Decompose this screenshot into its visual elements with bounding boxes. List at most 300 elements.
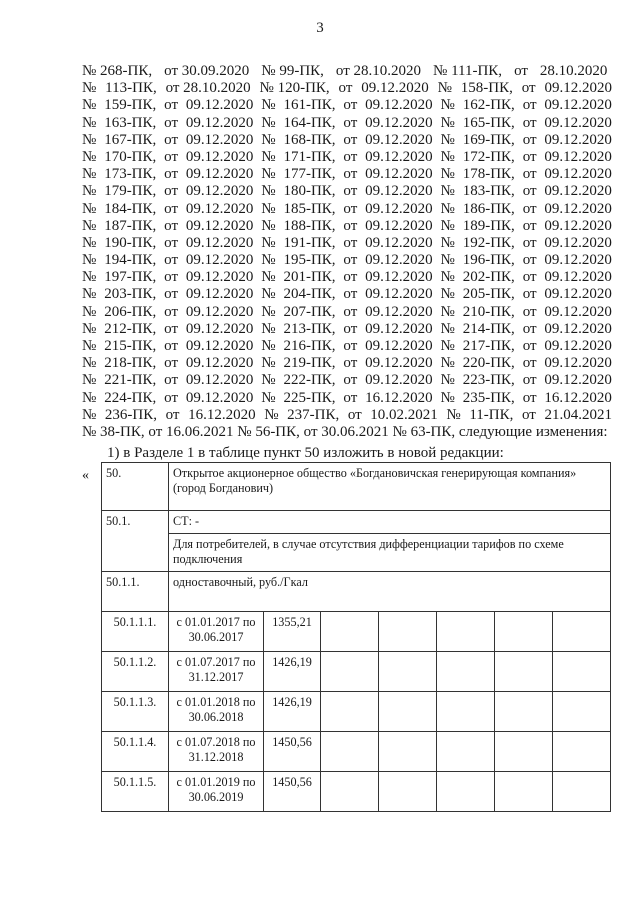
reference-token: 09.12.2020 (185, 320, 254, 337)
reference-token: 09.12.2020 (185, 200, 254, 217)
reference-token: 09.12.2020 (544, 234, 612, 251)
reference-token: от (521, 80, 536, 97)
reference-token: от (522, 389, 537, 406)
reference-token: 09.12.2020 (365, 303, 433, 320)
reference-token: 169-ПК, (462, 131, 515, 148)
reference-token: от (343, 97, 358, 114)
period-number: 50.1.1.3. (102, 692, 169, 732)
reference-token: 09.12.2020 (365, 166, 433, 183)
reference-line (82, 424, 612, 441)
reference-token: № (82, 200, 97, 217)
sub-label: СТ: - (169, 511, 611, 534)
reference-token: от (343, 286, 358, 303)
empty-cell (321, 772, 379, 812)
reference-token: 09.12.2020 (544, 183, 612, 200)
reference-token: 222-ПК, (283, 372, 336, 389)
reference-token: 213-ПК, (283, 320, 336, 337)
reference-token: от (164, 338, 179, 354)
empty-cell (321, 612, 379, 652)
reference-line (82, 115, 612, 132)
reference-token: № (440, 389, 455, 406)
period-number: 50.1.1.4. (102, 732, 169, 772)
reference-token: № (261, 303, 276, 320)
reference-token: 21.04.2021 (544, 406, 612, 423)
reference-token: № (440, 355, 455, 372)
reference-token: 09.12.2020 (185, 114, 254, 131)
empty-cell (437, 732, 495, 772)
reference-token: 09.12.2020 (544, 114, 612, 131)
reference-token: 113-ПК, (105, 80, 157, 97)
reference-token: от (522, 355, 537, 372)
reference-token: от (522, 252, 537, 269)
empty-cell (379, 612, 437, 652)
empty-cell (495, 732, 553, 772)
resolution-references (82, 63, 612, 441)
reference-token: 185-ПК, (283, 200, 336, 217)
reference-token: № (82, 183, 97, 200)
reference-token: от (164, 148, 179, 165)
reference-token: 09.12.2020 (185, 389, 254, 406)
reference-token: 09.12.2020 (185, 372, 254, 389)
reference-token: № (261, 234, 276, 251)
reference-token: от (521, 406, 536, 423)
reference-line (82, 235, 612, 252)
reference-token: 167-ПК, (104, 131, 157, 148)
period-dates: с 01.01.2018 по 30.06.2018 (169, 692, 264, 732)
reference-line (82, 80, 612, 97)
reference-token: от (522, 217, 537, 234)
table-row (102, 511, 611, 534)
period-value: 1450,56 (264, 732, 321, 772)
reference-token: от (164, 269, 179, 286)
reference-token: 09.12.2020 (365, 183, 433, 200)
reference-token: № (440, 303, 455, 320)
reference-token: 206-ПК, (104, 303, 157, 320)
reference-token: 09.12.2020 (365, 355, 433, 372)
empty-cell (495, 612, 553, 652)
reference-token: 10.02.2021 (370, 406, 438, 423)
reference-line (82, 183, 612, 200)
period-row (102, 612, 611, 652)
reference-token: 09.12.2020 (365, 114, 433, 131)
reference-token: № (82, 80, 97, 97)
empty-cell (379, 732, 437, 772)
reference-token: 203-ПК, (104, 286, 157, 303)
reference-token: от (343, 372, 358, 389)
reference-token: 235-ПК, (462, 389, 515, 406)
period-value: 1426,19 (264, 652, 321, 692)
reference-token: 09.12.2020 (185, 183, 254, 200)
reference-token: № (261, 114, 276, 131)
reference-token: от (522, 269, 537, 286)
table-row (102, 572, 611, 612)
reference-token: от (164, 131, 179, 148)
reference-token: 194-ПК, (104, 252, 157, 269)
reference-line (82, 338, 612, 355)
reference-token: 09.12.2020 (544, 131, 612, 148)
reference-token: 168-ПК, (283, 131, 336, 148)
empty-cell (321, 732, 379, 772)
reference-token: № 111-ПК, (433, 63, 503, 79)
item-title: Открытое акционерное общество «Богдановичская генерирующая компания» (город Богданович) (169, 463, 611, 511)
reference-token: 170-ПК, (104, 148, 157, 165)
reference-token: № (82, 406, 97, 423)
reference-token: № (82, 148, 97, 165)
reference-token: 09.12.2020 (365, 217, 433, 234)
empty-cell (321, 652, 379, 692)
reference-token: от (343, 338, 358, 354)
item-number: 50. (102, 463, 169, 511)
reference-line (82, 407, 612, 424)
reference-token: от (343, 320, 358, 337)
reference-token: 09.12.2020 (544, 166, 612, 183)
reference-token: 191-ПК, (283, 234, 336, 251)
amendment-lead-text: 1) в Разделе 1 в таблице пункт 50 изложить в новой редакции: (107, 445, 504, 461)
reference-token: 212-ПК, (104, 320, 157, 337)
reference-token: 09.12.2020 (185, 252, 254, 269)
reference-token: от (343, 355, 358, 372)
reference-token: от 28.10.2020 (165, 80, 251, 97)
reference-token: 164-ПК, (283, 114, 336, 131)
reference-token: № (82, 320, 97, 337)
period-number: 50.1.1.1. (102, 612, 169, 652)
reference-token: № (82, 389, 97, 406)
reference-token: 214-ПК, (462, 320, 515, 337)
reference-token: 210-ПК, (462, 303, 515, 320)
reference-token: от (164, 217, 179, 234)
reference-token: 180-ПК, (283, 183, 336, 200)
reference-token: № 268-ПК, (82, 63, 153, 79)
reference-token: № (440, 372, 455, 389)
reference-token: № (440, 338, 455, 354)
reference-token: № (261, 389, 276, 406)
page-number: 3 (316, 20, 324, 36)
period-dates: с 01.01.2019 по 30.06.2019 (169, 772, 264, 812)
reference-token: 205-ПК, (462, 286, 515, 303)
reference-token: от (522, 303, 537, 320)
reference-token: 09.12.2020 (365, 338, 433, 354)
reference-token: 215-ПК, (104, 338, 157, 354)
period-dates: с 01.01.2017 по 30.06.2017 (169, 612, 264, 652)
reference-line (82, 269, 612, 286)
reference-token: от (343, 114, 358, 131)
reference-line (82, 97, 612, 114)
reference-token: от (522, 372, 537, 389)
empty-cell (495, 772, 553, 812)
reference-token: 224-ПК, (104, 389, 157, 406)
empty-cell (495, 692, 553, 732)
empty-cell (379, 692, 437, 732)
reference-token: 188-ПК, (283, 217, 336, 234)
reference-token: от 28.10.2020 (335, 63, 422, 79)
reference-token: 09.12.2020 (544, 252, 612, 269)
reference-token: 09.12.2020 (185, 234, 254, 251)
reference-token: от (522, 200, 537, 217)
reference-token: № (261, 148, 276, 165)
reference-token: № (440, 131, 455, 148)
reference-token: от (164, 97, 179, 114)
reference-token: 158-ПК, (460, 80, 513, 97)
reference-token: 218-ПК, (104, 355, 157, 372)
reference-token: 09.12.2020 (361, 80, 429, 97)
reference-token: 186-ПК, (462, 200, 515, 217)
reference-token: 16.12.2020 (188, 406, 256, 423)
reference-token: 187-ПК, (104, 217, 157, 234)
reference-token: 09.12.2020 (185, 166, 254, 183)
reference-token: № (261, 320, 276, 337)
empty-cell (379, 652, 437, 692)
reference-token: № (440, 252, 455, 269)
empty-cell (321, 692, 379, 732)
reference-token: 165-ПК, (462, 114, 515, 131)
reference-token: № (440, 217, 455, 234)
reference-token: № (440, 200, 455, 217)
reference-token: 11-ПК, (469, 406, 514, 423)
reference-token: от (165, 406, 180, 423)
reference-line (82, 132, 612, 149)
reference-token: № (261, 355, 276, 372)
reference-line (82, 252, 612, 269)
reference-token: от (164, 355, 179, 372)
reference-token: 179-ПК, (104, 183, 157, 200)
reference-token: от (343, 303, 358, 320)
reference-token: № (82, 252, 97, 269)
reference-token: 162-ПК, (462, 97, 515, 114)
reference-token: № (261, 131, 276, 148)
reference-token: от (522, 234, 537, 251)
reference-token: 09.12.2020 (185, 286, 254, 303)
reference-token: 09.12.2020 (544, 320, 612, 337)
reference-token: от (343, 234, 358, 251)
reference-token: 09.12.2020 (185, 338, 254, 354)
reference-token: 09.12.2020 (185, 148, 254, 165)
reference-token: от (514, 63, 528, 79)
reference-token: от (343, 217, 358, 234)
empty-cell (437, 692, 495, 732)
reference-token: от (343, 269, 358, 286)
reference-token: от (164, 114, 179, 131)
period-row (102, 772, 611, 812)
reference-token: от (164, 166, 179, 183)
reference-token: 09.12.2020 (365, 286, 433, 303)
reference-token: 217-ПК, (462, 338, 515, 354)
reference-token: 223-ПК, (462, 372, 515, 389)
consumers-note: Для потребителей, в случае отсутствия дифференциации тарифов по схеме подключения (169, 534, 611, 572)
reference-token: от (164, 320, 179, 337)
reference-token: 220-ПК, (462, 355, 515, 372)
opening-quote-mark: « (82, 468, 89, 483)
table-row (102, 463, 611, 511)
reference-token: № (440, 320, 455, 337)
reference-token: № (437, 80, 452, 97)
reference-token: № (82, 114, 97, 131)
reference-token: от (343, 200, 358, 217)
reference-token: 216-ПК, (283, 338, 336, 354)
reference-token: от (343, 166, 358, 183)
reference-token: 201-ПК, (283, 269, 336, 286)
reference-token: № (440, 269, 455, 286)
empty-cell (553, 692, 611, 732)
reference-token: 09.12.2020 (365, 269, 433, 286)
reference-token: от 30.09.2020 (164, 63, 250, 79)
reference-token: 195-ПК, (283, 252, 336, 269)
reference-token: 172-ПК, (462, 148, 515, 165)
reference-token: № (440, 183, 455, 200)
empty-cell (553, 772, 611, 812)
reference-token: 219-ПК, (283, 355, 336, 372)
reference-token: 09.12.2020 (365, 320, 433, 337)
empty-cell (437, 612, 495, 652)
reference-token: № (82, 166, 97, 183)
reference-token: от (522, 148, 537, 165)
reference-token: 178-ПК, (462, 166, 515, 183)
reference-token: от (343, 131, 358, 148)
empty-cell (553, 612, 611, 652)
reference-token: от (343, 148, 358, 165)
reference-token: от (164, 286, 179, 303)
period-value: 1426,19 (264, 692, 321, 732)
reference-token: 09.12.2020 (544, 286, 612, 303)
reference-token: 09.12.2020 (185, 217, 254, 234)
reference-token: № (82, 355, 97, 372)
reference-token: № (261, 372, 276, 389)
reference-token: № (261, 166, 276, 183)
reference-token: № (261, 183, 276, 200)
reference-token: 163-ПК, (104, 114, 157, 131)
reference-token: 189-ПК, (462, 217, 515, 234)
reference-line (82, 218, 612, 235)
reference-line (82, 286, 612, 303)
reference-token: № (82, 217, 97, 234)
reference-token: от (522, 320, 537, 337)
reference-token: № (261, 97, 276, 114)
reference-token: 16.12.2020 (544, 389, 612, 406)
reference-token: от (164, 200, 179, 217)
reference-token: № (446, 406, 461, 423)
reference-token: № (82, 303, 97, 320)
reference-token: от (338, 80, 353, 97)
reference-token: 225-ПК, (283, 389, 336, 406)
reference-token: № (440, 234, 455, 251)
reference-token: от (164, 252, 179, 269)
period-dates: с 01.07.2018 по 31.12.2018 (169, 732, 264, 772)
reference-token: № (440, 286, 455, 303)
reference-token: № (82, 286, 97, 303)
reference-token: 09.12.2020 (365, 97, 433, 114)
reference-token: № (82, 372, 97, 389)
reference-token: 16.12.2020 (365, 389, 433, 406)
reference-token: 171-ПК, (283, 148, 336, 165)
reference-token: 09.12.2020 (185, 355, 254, 372)
reference-token: 09.12.2020 (185, 303, 254, 320)
reference-token: от (164, 183, 179, 200)
reference-token: от (164, 303, 179, 320)
reference-token: от (522, 286, 537, 303)
reference-token: № (261, 286, 276, 303)
reference-line (82, 390, 612, 407)
period-value: 1450,56 (264, 772, 321, 812)
reference-token: № (82, 338, 97, 354)
reference-line (82, 201, 612, 218)
reference-token: 236-ПК, (104, 406, 158, 423)
reference-token: № (82, 234, 97, 251)
reference-token: 221-ПК, (104, 372, 157, 389)
reference-token: 177-ПК, (283, 166, 336, 183)
reference-token: 161-ПК, (283, 97, 336, 114)
tariff-table (101, 462, 611, 812)
reference-token: от (522, 183, 537, 200)
reference-token: 09.12.2020 (544, 80, 612, 97)
reference-token: 09.12.2020 (185, 97, 254, 114)
reference-token: 09.12.2020 (544, 200, 612, 217)
reference-token: 204-ПК, (283, 286, 336, 303)
reference-token: 09.12.2020 (544, 97, 612, 114)
reference-line (82, 166, 612, 183)
period-row (102, 652, 611, 692)
empty-cell (553, 732, 611, 772)
reference-token: 183-ПК, (462, 183, 515, 200)
reference-token: 207-ПК, (283, 303, 336, 320)
reference-token: 09.12.2020 (544, 269, 612, 286)
reference-token: 09.12.2020 (365, 148, 433, 165)
reference-token: № (261, 200, 276, 217)
period-value: 1355,21 (264, 612, 321, 652)
reference-token: 202-ПК, (462, 269, 515, 286)
reference-token: № (82, 131, 97, 148)
empty-cell (437, 772, 495, 812)
reference-line (82, 321, 612, 338)
reference-token: от (522, 114, 537, 131)
reference-token: 173-ПК, (104, 166, 157, 183)
reference-token: № (261, 252, 276, 269)
reference-token: 09.12.2020 (544, 303, 612, 320)
reference-token: 09.12.2020 (365, 252, 433, 269)
reference-token: 09.12.2020 (544, 338, 612, 354)
empty-cell (379, 772, 437, 812)
reference-token: № 38-ПК, от 16.06.2021 № 56-ПК, от 30.06.2021 № 63-ПК, следующие изменения: (82, 423, 608, 440)
reference-token: 09.12.2020 (544, 355, 612, 372)
reference-token: 09.12.2020 (365, 372, 433, 389)
reference-line (82, 372, 612, 389)
table-row (102, 534, 611, 572)
reference-token: № 99-ПК, (261, 63, 324, 79)
reference-token: от (522, 97, 537, 114)
reference-token: 09.12.2020 (365, 234, 433, 251)
period-number: 50.1.1.5. (102, 772, 169, 812)
period-number: 50.1.1.2. (102, 652, 169, 692)
reference-token: от (522, 166, 537, 183)
reference-token: от (164, 234, 179, 251)
reference-token: № (440, 148, 455, 165)
reference-token: 196-ПК, (462, 252, 515, 269)
rate-number: 50.1.1. (102, 572, 169, 612)
reference-token: 09.12.2020 (544, 217, 612, 234)
reference-token: от (522, 131, 537, 148)
reference-token: № (82, 269, 97, 286)
empty-cell (553, 652, 611, 692)
period-row (102, 692, 611, 732)
reference-line (82, 304, 612, 321)
period-dates: с 01.07.2017 по 31.12.2017 (169, 652, 264, 692)
sub-number: 50.1. (102, 511, 169, 572)
reference-token: 09.12.2020 (185, 269, 254, 286)
reference-token: № (261, 269, 276, 286)
reference-token: 09.12.2020 (365, 200, 433, 217)
reference-token: № (261, 217, 276, 234)
reference-token: 09.12.2020 (544, 148, 612, 165)
rate-label: одноставочный, руб./Гкал (169, 572, 611, 612)
reference-token: 28.10.2020 (539, 63, 608, 79)
